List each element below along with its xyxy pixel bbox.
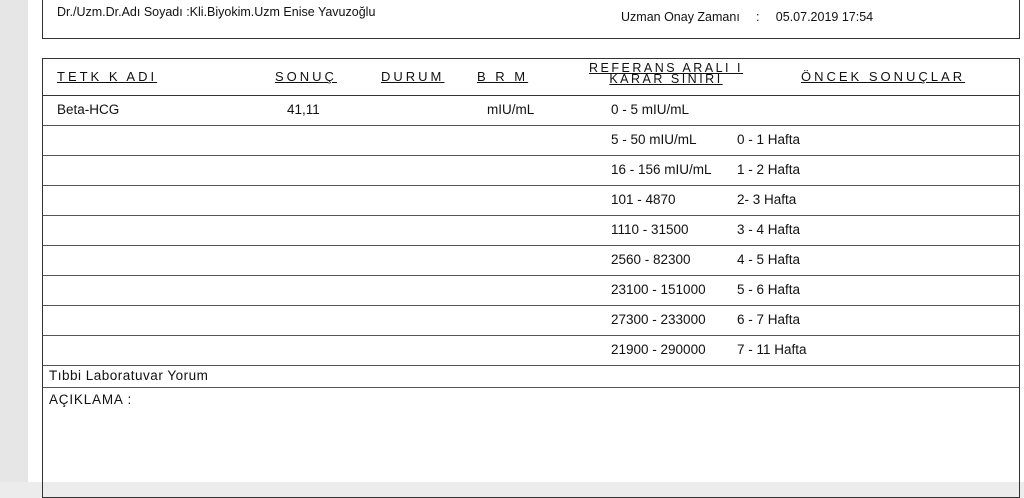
table-row bbox=[43, 155, 1019, 186]
week-range: 6 - 7 Hafta bbox=[737, 312, 801, 327]
approval-colon: : bbox=[756, 10, 760, 24]
header-unit: B R M bbox=[477, 69, 529, 84]
week-range: 4 - 5 Hafta bbox=[737, 252, 801, 267]
test-name: Beta-HCG bbox=[57, 102, 120, 117]
table-header bbox=[43, 59, 1019, 96]
week-range: 0 - 1 Hafta bbox=[737, 132, 801, 147]
result-value: 41,11 bbox=[287, 102, 320, 117]
table-row bbox=[43, 245, 1019, 276]
reference-range: 1110 - 31500 bbox=[611, 222, 689, 237]
page-gutter bbox=[0, 0, 28, 482]
week-range: 1 - 2 Hafta bbox=[737, 162, 801, 177]
reference-range: 27300 - 233000 bbox=[611, 312, 706, 327]
reference-range: 0 - 5 mIU/mL bbox=[611, 102, 690, 117]
table-row bbox=[43, 185, 1019, 216]
week-range: 7 - 11 Hafta bbox=[737, 342, 807, 357]
reference-range: 5 - 50 mIU/mL bbox=[611, 132, 697, 147]
header-test-name: TETK K ADI bbox=[57, 69, 158, 84]
table-row bbox=[43, 335, 1019, 366]
results-table bbox=[42, 58, 1020, 498]
approval-value: 05.07.2019 17:54 bbox=[775, 10, 874, 24]
header-previous-results: ÖNCEK SONUÇLAR bbox=[801, 69, 966, 84]
week-range: 2- 3 Hafta bbox=[737, 192, 797, 207]
table-row bbox=[43, 125, 1019, 156]
unit-value: mIU/mL bbox=[487, 102, 535, 117]
explanation-label: AÇIKLAMA : bbox=[49, 392, 133, 407]
week-range: 3 - 4 Hafta bbox=[737, 222, 801, 237]
table-row bbox=[43, 95, 1019, 126]
reference-range: 16 - 156 mIU/mL bbox=[611, 162, 712, 177]
approval-label: Uzman Onay Zamanı bbox=[621, 10, 740, 24]
doctor-name: Dr./Uzm.Dr.Adı Soyadı :Kli.Biyokim.Uzm Enise Yavuzoğlu bbox=[57, 5, 376, 19]
week-range: 5 - 6 Hafta bbox=[737, 282, 801, 297]
table-row bbox=[43, 305, 1019, 336]
reference-range: 23100 - 151000 bbox=[611, 282, 706, 297]
lab-comment-label: Tıbbi Laboratuvar Yorum bbox=[49, 368, 209, 383]
reference-range: 2560 - 82300 bbox=[611, 252, 691, 267]
header-result: SONUÇ bbox=[275, 69, 337, 84]
table-row bbox=[43, 275, 1019, 306]
divider bbox=[43, 387, 1019, 388]
header-status: DURUM bbox=[381, 69, 445, 84]
reference-range: 21900 - 290000 bbox=[611, 342, 706, 357]
report-info-box bbox=[42, 0, 1020, 39]
header-reference-line2: KARAR SINIRI bbox=[609, 72, 723, 86]
header-reference bbox=[573, 63, 759, 85]
table-row bbox=[43, 215, 1019, 246]
approval-time bbox=[621, 10, 873, 24]
reference-range: 101 - 4870 bbox=[611, 192, 676, 207]
header-reference-line1: REFERANS ARALI I bbox=[589, 61, 743, 75]
